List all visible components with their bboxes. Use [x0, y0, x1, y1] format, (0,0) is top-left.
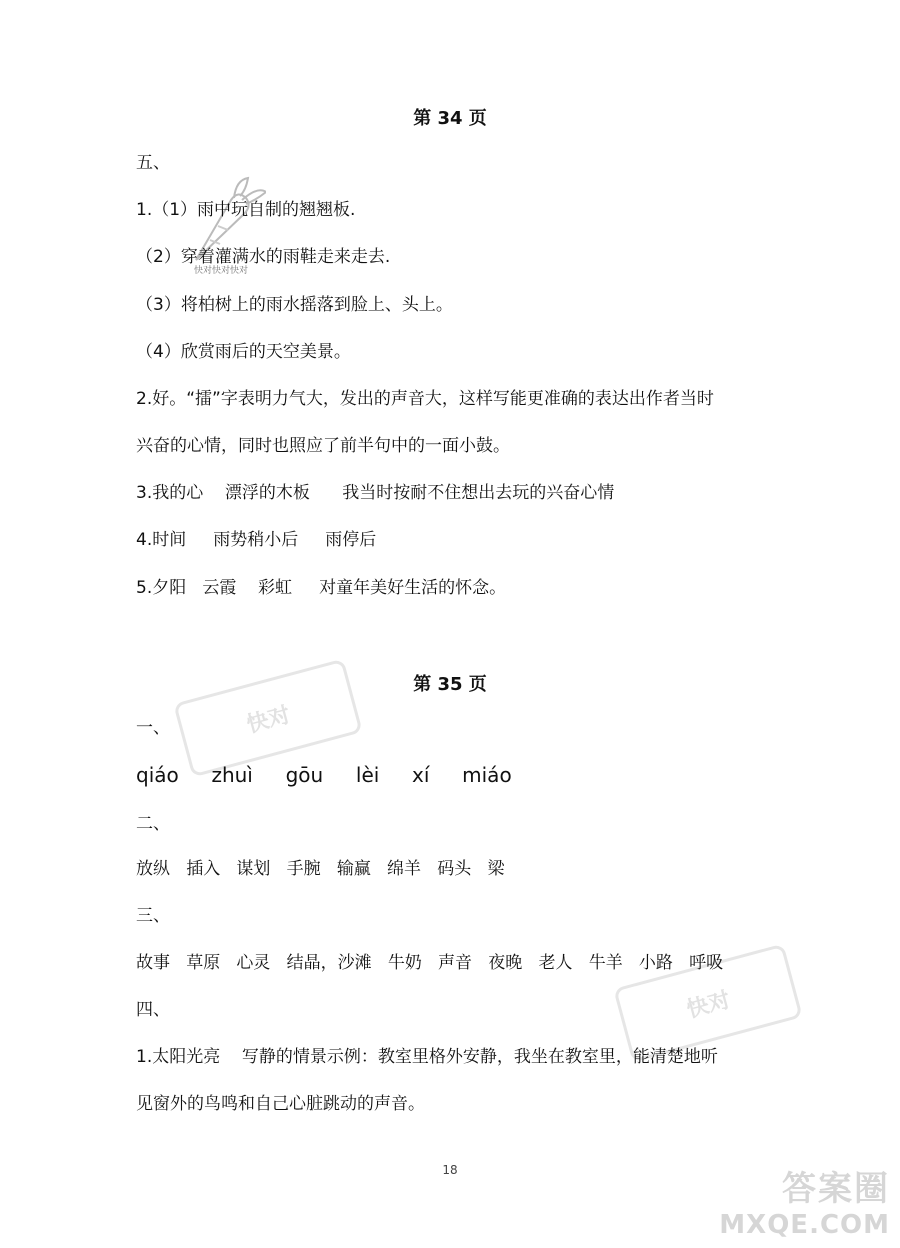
answer-line: 见窗外的鸟鸣和自己心脏跳动的声音。 [136, 1094, 425, 1114]
answer-line: 2.好。“擂”字表明力气大，发出的声音大，这样写能更准确的表达出作者当时 [136, 389, 714, 409]
answer-line: 兴奋的心情，同时也照应了前半句中的一面小鼓。 [136, 436, 510, 456]
corner-watermark-title: 答案圈 [782, 1169, 890, 1209]
page-heading-34: 第 34 页 [413, 108, 487, 129]
answer-line: 3.我的心 漂浮的木板 我当时按耐不住想出去玩的兴奋心情 [136, 483, 615, 503]
section-heading: 五、 [136, 153, 170, 173]
page-number: 18 [442, 1163, 458, 1177]
answer-line: 故事 草原 心灵 结晶，沙滩 牛奶 声音 夜晚 老人 牛羊 小路 呼吸 [136, 953, 724, 973]
section-heading: 二、 [136, 814, 170, 834]
answer-line: （3）将柏树上的雨水摇落到脸上、头上。 [136, 295, 453, 315]
answer-line: 5.夕阳 云霞 彩虹 对童年美好生活的怀念。 [136, 578, 507, 598]
stamp-text: 快对 [244, 702, 294, 738]
pinyin-answers: qiáo zhuì gōu lèi xí miáo [136, 763, 512, 787]
corner-watermark-url: MXQE.COM [719, 1210, 890, 1240]
answer-line: 放纵 插入 谋划 手腕 输赢 绵羊 码头 梁 [136, 859, 505, 879]
section-heading: 一、 [136, 718, 170, 738]
logo-caption: 快对快对快对 [194, 266, 249, 276]
section-heading: 三、 [136, 906, 170, 926]
answer-line: （2）穿着灌满水的雨鞋走来走去. [136, 247, 391, 267]
answer-line: （4）欣赏雨后的天空美景。 [136, 342, 351, 362]
corner-watermark [719, 1161, 890, 1240]
answer-line: 1.太阳光亮 写静的情景示例：教室里格外安静，我坐在教室里，能清楚地听 [136, 1047, 718, 1067]
page-heading-35: 第 35 页 [413, 674, 487, 695]
stamp-text: 快对 [684, 987, 734, 1023]
answer-line: 1.（1）雨中玩自制的翘翘板. [136, 200, 356, 220]
answer-line: 4.时间 雨势稍小后 雨停后 [136, 530, 377, 550]
section-heading: 四、 [136, 1000, 170, 1020]
